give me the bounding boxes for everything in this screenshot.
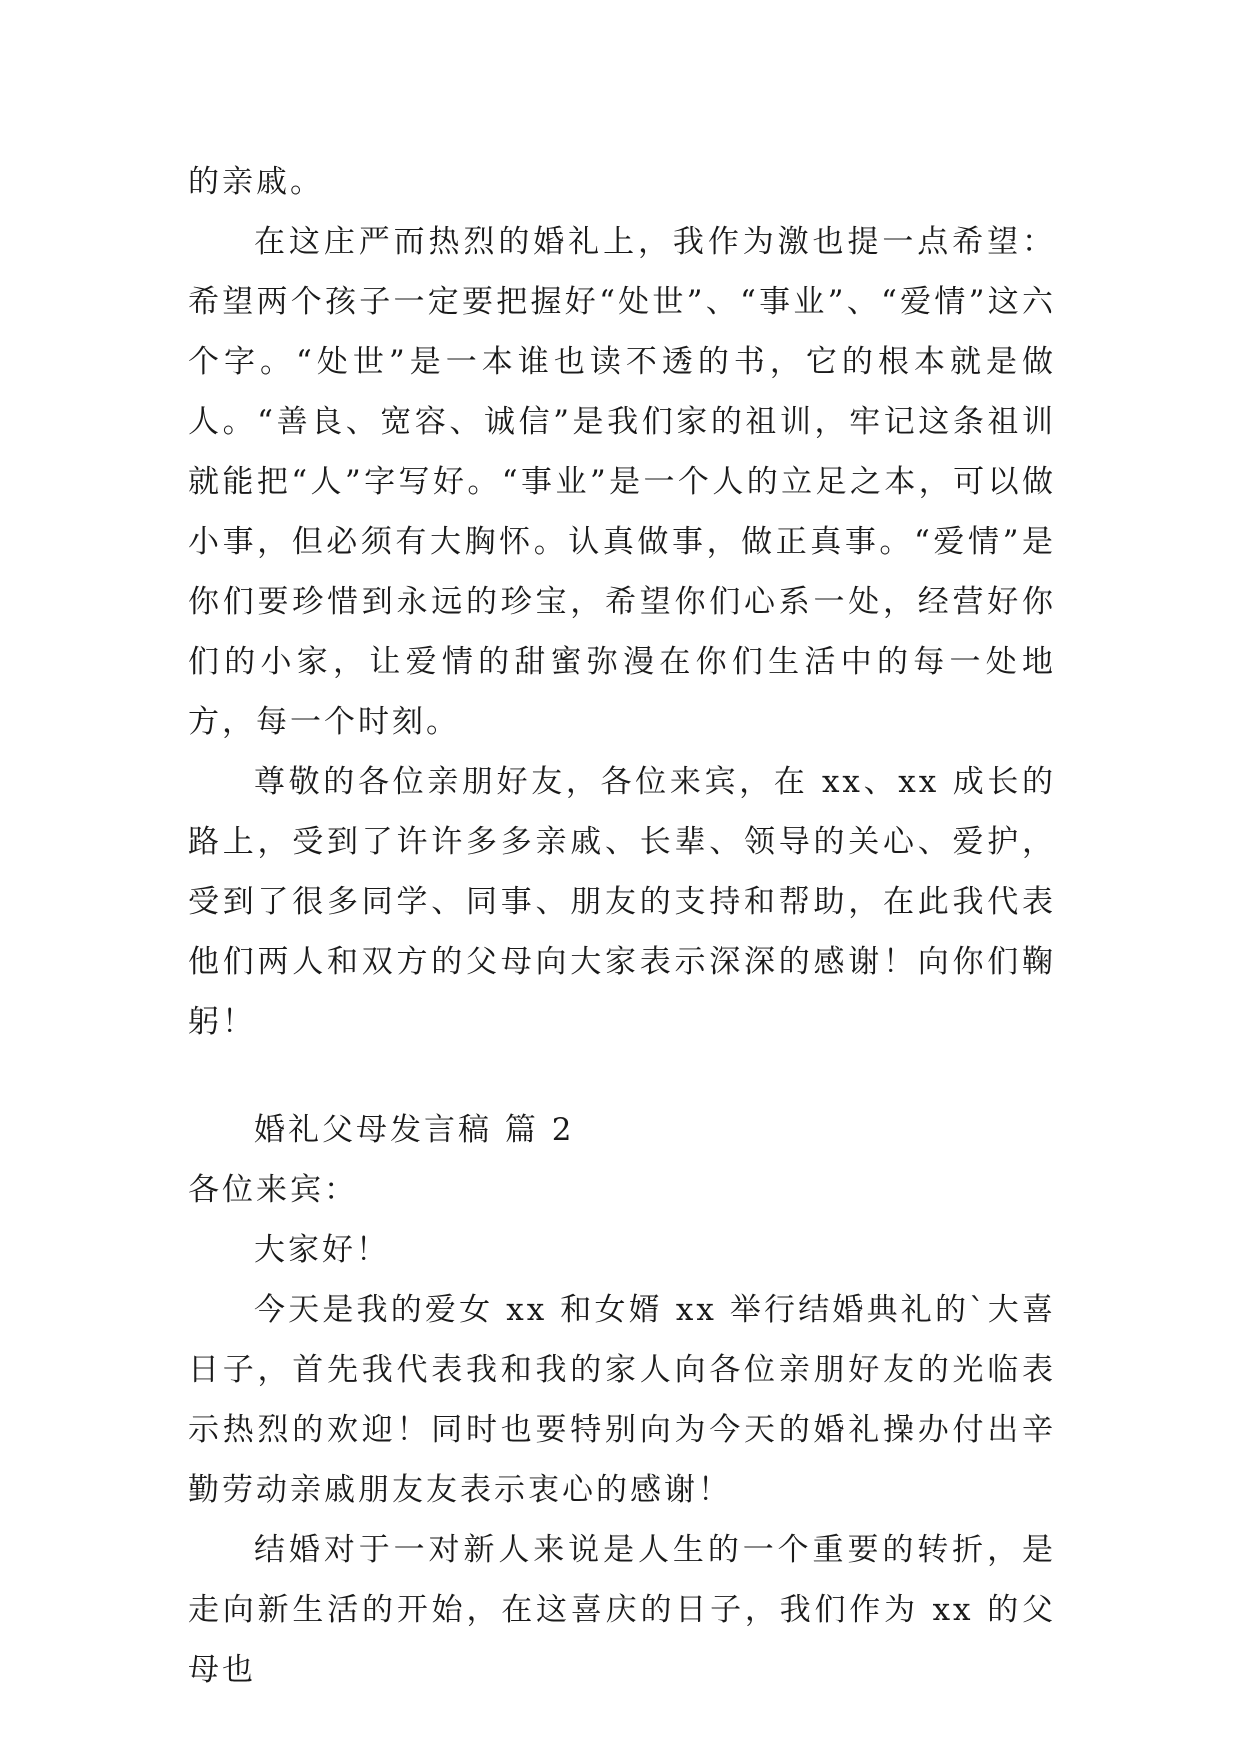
paragraph-marriage: 结婚对于一对新人来说是人生的一个重要的转折，是走向新生活的开始，在这喜庆的日子，我们作为 xx 的父母也 bbox=[188, 1532, 1056, 1688]
greeting: 大家好！ bbox=[254, 1232, 390, 1268]
paragraph-hopes: 在这庄严而热烈的婚礼上，我作为激也提一点希望：希望两个孩子一定要把握好“处世”、“事业”、“爱情”这六个字。“处世”是一本谁也读不透的书，它的根本就是做人。“善良、宽容、诚信”是我们家的祖训，牢记这条祖训就能把“人”字写好。“事业”是一个人的立足之本，可以做小事，但必须有大胸怀。认真做事，做正真事。“爱情”是你们要珍惜到永远的珍宝，希望你们心系一处，经营好你们的小家，让爱情的甜蜜弥漫在你们生活中的每一处地方，每一个时刻。 bbox=[188, 224, 1056, 740]
paragraph-welcome: 今天是我的爱女 xx 和女婿 xx 举行结婚典礼的`大喜日子，首先我代表我和我的家人向各位亲朋好友的光临表示热烈的欢迎！同时也要特别向为今天的婚礼操办付出辛勤劳动亲戚朋友友表示衷心的感谢！ bbox=[188, 1292, 1056, 1508]
document-body bbox=[188, 152, 1056, 1700]
paragraph-thanks: 尊敬的各位亲朋好友，各位来宾，在 xx、xx 成长的路上，受到了许许多多亲戚、长辈、领导的关心、爱护，受到了很多同学、同事、朋友的支持和帮助，在此我代表他们两人和双方的父母向大家表示深深的感谢！向你们鞠躬！ bbox=[188, 764, 1056, 1040]
salutation: 各位来宾： bbox=[188, 1172, 358, 1208]
section-title: 婚礼父母发言稿 篇 2 bbox=[254, 1112, 575, 1148]
paragraph-continuation: 的亲戚。 bbox=[188, 164, 324, 200]
